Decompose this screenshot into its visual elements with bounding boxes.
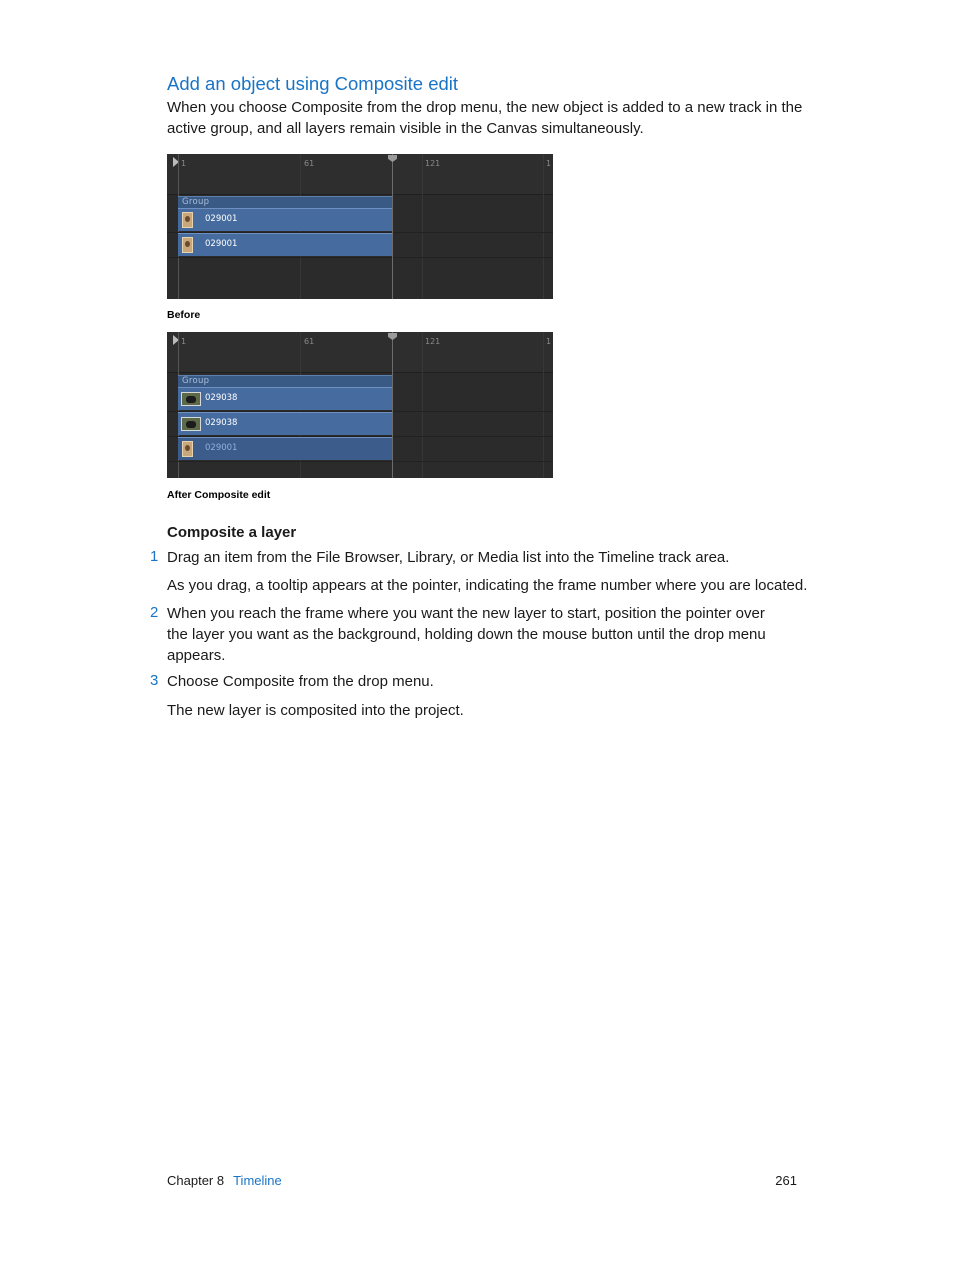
step-number: 3 (150, 672, 159, 689)
track-name: 029038 (205, 393, 238, 403)
section-title: Add an object using Composite edit (167, 73, 459, 94)
track-layer[interactable] (178, 208, 392, 231)
ruler-label: 1 (181, 337, 187, 346)
ruler-label: 121 (425, 159, 441, 168)
animal-thumbnail-icon (181, 392, 201, 406)
track-layer[interactable] (178, 412, 392, 435)
playhead[interactable] (392, 154, 393, 299)
track-layer[interactable] (178, 387, 392, 410)
portrait-thumbnail-icon (182, 441, 193, 457)
portrait-thumbnail-icon (182, 237, 193, 253)
group-label: Group (182, 197, 210, 207)
ruler-label: 1 (546, 337, 552, 346)
figure-caption: Before (167, 309, 201, 321)
step-number: 2 (150, 604, 159, 621)
ruler-label: 1 (546, 159, 552, 168)
ruler-label: 61 (304, 337, 315, 346)
timeline-ruler (167, 154, 553, 195)
page-number: 261 (775, 1173, 797, 1188)
playhead[interactable] (392, 332, 393, 478)
ruler-label: 61 (304, 159, 315, 168)
footer-chapter (167, 1173, 282, 1188)
track-name: 029001 (205, 443, 238, 453)
ruler-label: 121 (425, 337, 441, 346)
figure-caption: After Composite edit (167, 489, 271, 501)
ruler-label: 1 (181, 159, 187, 168)
group-header[interactable] (178, 196, 392, 208)
portrait-thumbnail-icon (182, 212, 193, 228)
animal-thumbnail-icon (181, 417, 201, 431)
timeline-before-screenshot (167, 154, 553, 299)
track-layer[interactable] (178, 437, 392, 460)
chapter-label: Chapter 8 (167, 1173, 225, 1188)
track-name: 029001 (205, 214, 238, 224)
timeline-after-screenshot (167, 332, 553, 478)
step-text: Drag an item from the File Browser, Library, or Media list into the Timeline track area. (167, 549, 730, 566)
section-intro: When you choose Composite from the drop menu, the new object is added to a new track in the active group, and all layers remain visible in the Canvas simultaneously. (167, 99, 803, 137)
track-name: 029001 (205, 239, 238, 249)
step-note: The new layer is composited into the project. (167, 702, 464, 719)
step-text: When you reach the frame where you want the new layer to start, position the pointer over the layer you want as the background, holding down the mouse button until the drop menu appears. (167, 605, 766, 664)
group-label: Group (182, 376, 210, 386)
chapter-link[interactable]: Timeline (233, 1173, 282, 1188)
track-layer[interactable] (178, 233, 392, 256)
step-note: As you drag, a tooltip appears at the pointer, indicating the frame number where you are located. (167, 577, 808, 594)
timeline-ruler (167, 332, 553, 373)
task-title: Composite a layer (167, 524, 297, 541)
step-text: Choose Composite from the drop menu. (167, 673, 434, 690)
track-name: 029038 (205, 418, 238, 428)
step-number: 1 (150, 548, 159, 565)
group-header[interactable] (178, 375, 392, 387)
